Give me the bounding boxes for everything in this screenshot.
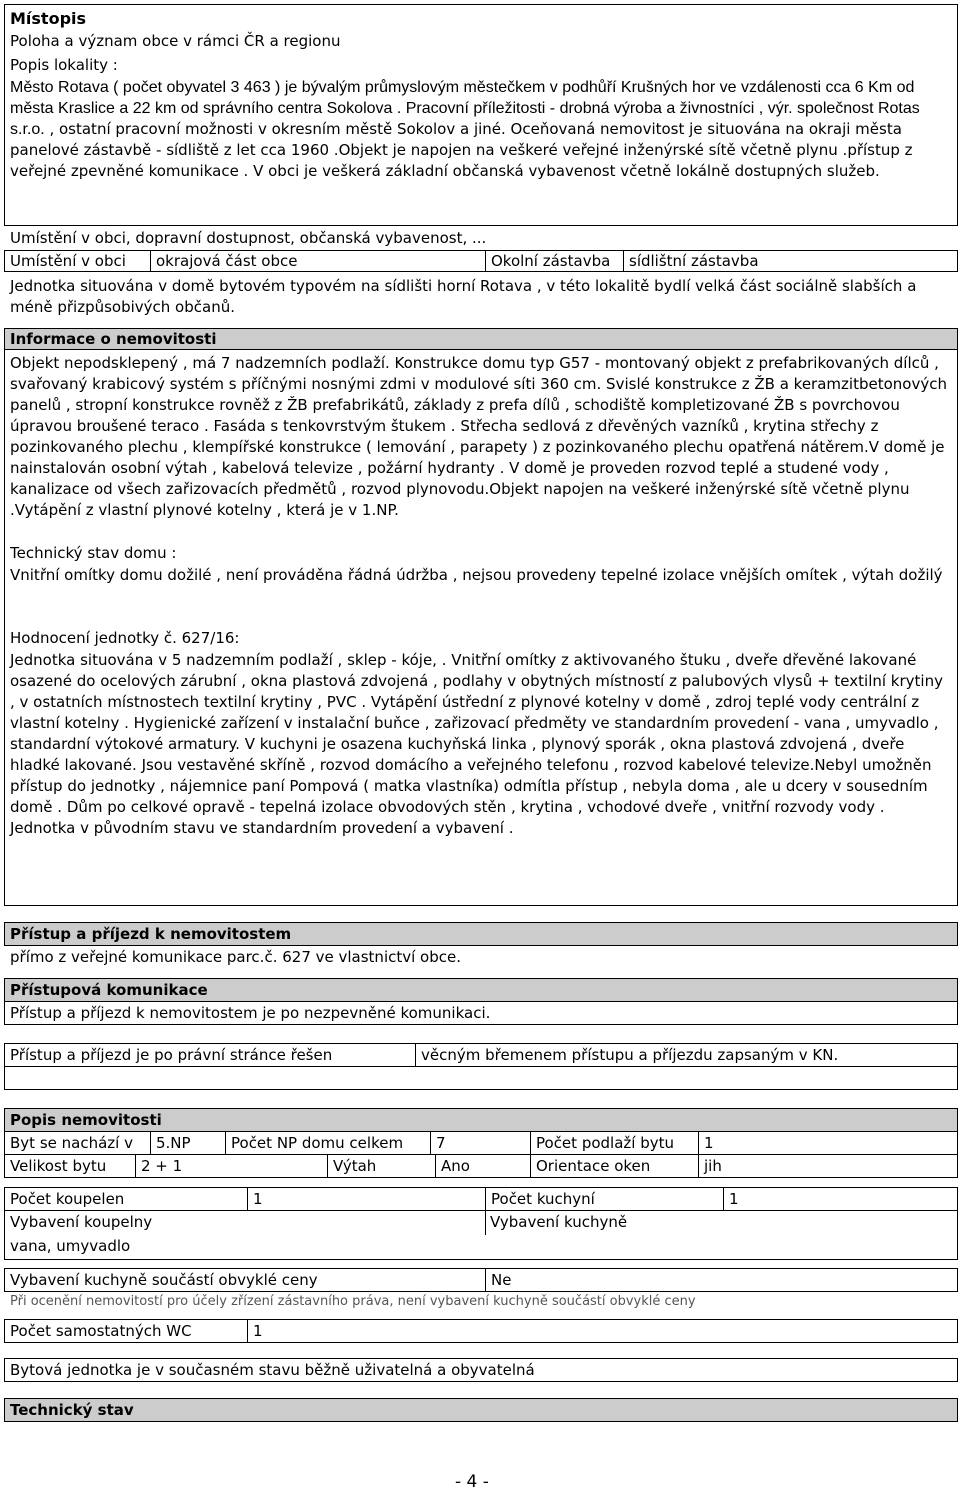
stav-box: [4, 1358, 958, 1382]
vybaveni-box: [4, 1210, 958, 1260]
kuchyni-value: 1: [723, 1188, 957, 1210]
informace-heading-bar: [4, 328, 958, 350]
komunikace-heading: Přístupová komunikace: [10, 981, 208, 999]
technicky-stav-domu-label: Technický stav domu :: [10, 544, 177, 562]
vybaveni-koupelny-label: Vybavení koupelny: [10, 1213, 153, 1231]
hodnoceni-text: Jednotka situována v 5 nadzemním podlaží , sklep - kóje, . Vnitřní omítky z aktivovaného štuku , dveře dřevěné lakované osazené do ocelových zárubní , okna plastová zdvojená , podlahy v obytných místností z palubových vlysů + textilní krytiny , v ostatních místnostech textilní krytiny , PVC . Vytápění ústřední z plynové kotelny v domě , zdroj teplé vody centrální z vlastní kotelny . Hygienické zařízení v instalační buňce , zařizovací předměty ve standardním provedení - vana , umyvadlo , standardní výtokové armatury. V kuchyni je osazena kuchyňská linka , plynový sporák , okna plastová zdvojená , dveře hladké lakované. Jsou vestavěné skříně , rozvod domácího a veřejného telefonu , rozvod kabelové televize.Nebyl umožněn přístup do jednotky , nájemnice paní Pompová ( matka vlastníka) odmítla přístup , nebyla doma , ale u dcery v sousedním domě . Dům po celkové opravě - tepelná izolace obvodových stěn , krytina , vchodové dveře , vnitřní rozvody vody . Jednotka v původním stavu ve standardním provedení a vybavení .: [10, 651, 943, 837]
umisteni-value: okrajová část obce: [150, 251, 485, 271]
popis-lokality-label: Popis lokality :: [10, 56, 118, 74]
velikost-label: Velikost bytu: [10, 1157, 107, 1175]
umisteni-label: Umístění v obci: [10, 252, 126, 270]
pristup-heading-bar: [4, 922, 958, 946]
technicky-stav-heading-bar: [4, 1398, 958, 1422]
okolni-zastavba-label: Okolní zástavba: [485, 251, 623, 271]
pravni-label: Přístup a příjezd je po právní stránce řešen: [10, 1046, 333, 1064]
mistopis-section: [4, 4, 958, 226]
popis-lokality-text: [10, 77, 950, 182]
kuchyni-label: Počet kuchyní: [485, 1188, 723, 1210]
wc-row: [4, 1319, 958, 1343]
vybaveni-kuchyne-label: Vybavení kuchyně: [490, 1213, 628, 1231]
umisteni-text: Jednotka situována v domě bytovém typovém na sídlišti horní Rotava , v této lokalitě bydlí velká část sociálně slabších a méně přizpůsobivých občanů.: [10, 277, 917, 316]
orientace-label: Orientace oken: [530, 1155, 698, 1177]
mistopis-heading: Místopis: [10, 9, 87, 28]
koupelen-value: 1: [247, 1188, 485, 1210]
komunikace-text-box: [4, 1001, 958, 1025]
popis-row-2: [4, 1154, 958, 1178]
popis-heading-bar: [4, 1108, 958, 1132]
popis-lokality-text-1: Město Rotava ( počet obyvatel 3 463 ) je bývalým průmyslovým městečkem v podhůří Krušných hor ve vzdálenosti cca 6 Km od města Kraslice a 22 km od správního centra Sokolova . Pracovní příležitosti - drobná výroba a živnostníci , výr. společnost Rotas s.r.o.: [10, 79, 920, 138]
umisteni-heading: Umístění v obci, dopravní dostupnost, občanská vybavenost, ...: [10, 229, 487, 247]
page-number: - 4 -: [455, 1472, 489, 1492]
umisteni-row: [4, 250, 958, 272]
note-text: Při ocenění nemovitostí pro účely zřízení zástavního práva, není vybavení kuchyně součástí obvyklé ceny: [10, 1294, 696, 1309]
okolni-zastavba-value: sídlištní zástavba: [623, 251, 957, 271]
popis-row-3: [4, 1187, 958, 1211]
informace-section: [4, 349, 958, 906]
vybaveni-koupelny-value: vana, umyvadlo: [10, 1237, 131, 1255]
pravni-value: věcným břemenem přístupu a příjezdu zapsaným v KN.: [415, 1044, 957, 1066]
velikost-value: 2 + 1: [135, 1155, 327, 1177]
podlazi-value: 1: [698, 1132, 957, 1154]
mistopis-subheading: Poloha a význam obce v rámci ČR a regionu: [10, 32, 341, 50]
byt-value: 5.NP: [150, 1132, 225, 1154]
informace-heading: Informace o nemovitosti: [10, 330, 217, 348]
hodnoceni-label: Hodnocení jednotky č. 627/16:: [10, 629, 240, 647]
informace-text: Objekt nepodsklepený , má 7 nadzemních podlaží. Konstrukce domu typ G57 - montovaný objekt z prefabrikovaných dílců , svařovaný krabicový systém s příčnými nosnými zdmi v modulové síti 360 cm. Svislé konstrukce z ŽB a keramzitbetonových panelů , stropní konstrukce rovněž z ŽB prefabrikátů, základy z prefa dílů , schodiště kompletizované ŽB s povrchovou úpravou broušené teraco . Fasáda s tenkovrstvým štukem . Střecha sedlová z dřevěných vazníků , krytina střechy z pozinkovaného plechu , klempířské konstrukce ( lemování , parapety ) z pozinkovaného plechu opatřená nátěrem.V domě je nainstalován osobní výtah , kabelová televize , požární hydranty . V domě je proveden rozvod teplé a studené vody , kanalizace od všech zařizovacích předmětů , rozvod plynovodu.Objekt napojen na veškeré inženýrské sítě včetně plynu .Vytápění z vlastní plynové kotelny , která je v 1.NP.: [10, 354, 947, 519]
wc-label: Počet samostatných WC: [10, 1322, 192, 1340]
komunikace-heading-bar: [4, 978, 958, 1002]
technicky-stav-heading: Technický stav: [10, 1401, 134, 1419]
pravni-row: [4, 1043, 958, 1067]
popis-row-1: [4, 1131, 958, 1155]
byt-label: Byt se nachází v: [10, 1134, 133, 1152]
koupelen-label: Počet koupelen: [10, 1190, 125, 1208]
popis-lokality-text-2: , ostatní pracovní možnosti v okresním městě Sokolov a jiné. Oceňovaná nemovitost je situována na okraji města panelové zástavbě - sídliště z let cca 1960 .Objekt je napojen na veškeré veřejné inženýrské sítě včetně plynu .přístup z veřejné zpevněné komunikace . V obci je veškerá základní občanská vybavenost včetně lokálně dostupných služeb.: [10, 120, 913, 180]
pristup-heading: Přístup a příjezd k nemovitostem: [10, 925, 292, 943]
pravni-empty-row: [4, 1066, 958, 1090]
technicky-stav-domu-text: Vnitřní omítky domu dožilé , není prováděna řádná údržba , nejsou provedeny tepelné izolace vnějších omítek , výtah dožilý: [10, 566, 943, 584]
orientace-value: jih: [698, 1155, 957, 1177]
pristup-text: přímo z veřejné komunikace parc.č. 627 ve vlastnictví obce.: [10, 948, 461, 966]
popis-heading: Popis nemovitosti: [10, 1111, 162, 1129]
kuchyne-soucasti-row: [4, 1268, 958, 1292]
stav-text: Bytová jednotka je v současném stavu běžně uživatelná a obyvatelná: [10, 1361, 535, 1379]
kuchyne-soucasti-value: Ne: [485, 1269, 957, 1291]
podlazi-label: Počet podlaží bytu: [530, 1132, 698, 1154]
kuchyne-soucasti-label: Vybavení kuchyně součástí obvyklé ceny: [10, 1271, 318, 1289]
pocet-np-label: Počet NP domu celkem: [225, 1132, 430, 1154]
komunikace-text: Přístup a příjezd k nemovitostem je po nezpevněné komunikaci.: [10, 1004, 491, 1022]
vytah-label: Výtah: [327, 1155, 435, 1177]
pocet-np-value: 7: [430, 1132, 530, 1154]
wc-value: 1: [247, 1320, 957, 1342]
vytah-value: Ano: [435, 1155, 530, 1177]
